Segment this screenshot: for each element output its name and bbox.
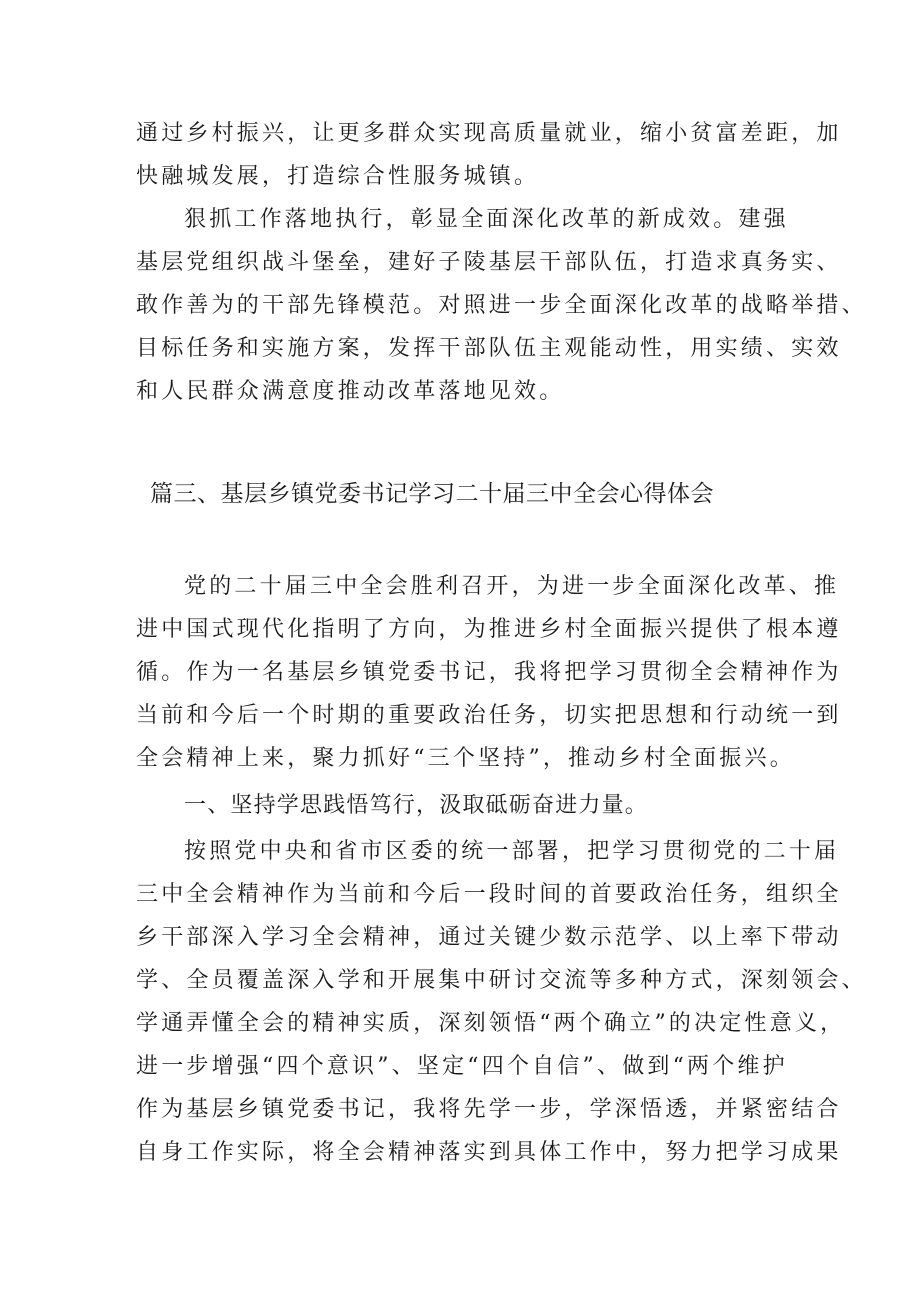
paragraph-line: 进一步增强“四个意识”、坚定“四个自信”、做到“两个维护 <box>136 1054 788 1079</box>
paragraph-line: 进中国式现代化指明了方向，为推进乡村全面振兴提供了根本遵 <box>136 617 842 642</box>
paragraph-line: 快融城发展，打造综合性服务城镇。 <box>136 164 540 189</box>
paragraph-line: 和人民群众满意度推动改革落地见效。 <box>136 379 565 404</box>
section-title: 篇三、基层乡镇党委书记学习二十届三中全会心得体会 <box>150 481 714 507</box>
paragraph-line: 按照党中央和省市区委的统一部署，把学习贯彻党的二十届 <box>184 839 840 864</box>
paragraph-line: 自身工作实际，将全会精神落实到具体工作中，努力把学习成果 <box>136 1140 842 1165</box>
paragraph-line: 基层党组织战斗堡垒，建好子陵基层干部队伍，打造求真务实、 <box>136 250 842 275</box>
paragraph-line: 目标任务和实施方案，发挥干部队伍主观能动性，用实绩、实效 <box>136 336 842 361</box>
paragraph-line: 通过乡村振兴，让更多群众实现高质量就业，缩小贫富差距，加 <box>136 121 842 146</box>
paragraph-line: 全会精神上来，聚力抓好“三个坚持”，推动乡村全面振兴。 <box>136 746 795 771</box>
paragraph-line: 学、全员覆盖深入学和开展集中研讨交流等多种方式，深刻领会、 <box>136 968 867 993</box>
paragraph-line: 作为基层乡镇党委书记，我将先学一步，学深悟透，并紧密结合 <box>136 1097 842 1122</box>
paragraph-line: 狠抓工作落地执行，彰显全面深化改革的新成效。建强 <box>184 207 789 232</box>
paragraph-line: 学通弄懂全会的精神实质，深刻领悟“两个确立”的决定性意义， <box>136 1011 846 1036</box>
paragraph-line: 三中全会精神作为当前和今后一段时间的首要政治任务，组织全 <box>136 882 842 907</box>
paragraph-line: 党的二十届三中全会胜利召开，为进一步全面深化改革、推 <box>184 574 840 599</box>
paragraph-line: 乡干部深入学习全会精神，通过关键少数示范学、以上率下带动 <box>136 925 842 950</box>
paragraph-line: 敢作善为的干部先锋模范。对照进一步全面深化改革的战略举措、 <box>136 293 867 318</box>
paragraph-line: 当前和今后一个时期的重要政治任务，切实把思想和行动统一到 <box>136 703 842 728</box>
subsection-title: 一、坚持学思践悟笃行，汲取砥砺奋进力量。 <box>184 793 649 818</box>
paragraph-line: 循。作为一名基层乡镇党委书记，我将把学习贯彻全会精神作为 <box>136 660 842 685</box>
